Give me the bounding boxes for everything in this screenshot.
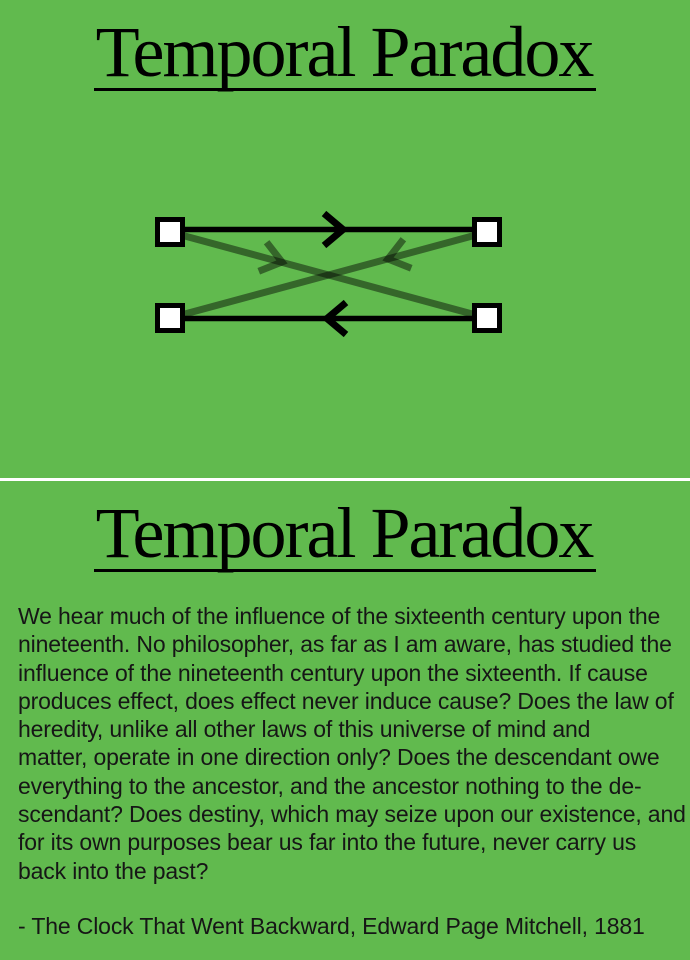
node-top-left [158,220,183,245]
body-line: for its own purposes bear us far into the future, never carry us [18,829,637,856]
bottom-slide [0,481,690,960]
body-line: heredity, unlike all other laws of this universe of mind and [18,716,591,743]
attribution: - The Clock That Went Backward, Edward Page Mitchell, 1881 [18,912,645,939]
node-bottom-right [475,306,500,331]
page-title-top: Temporal Paradox [94,16,597,91]
body-line: nineteenth. No philosopher, as far as I am aware, has studied the [18,631,672,658]
quote-passage [18,602,684,940]
body-line: We hear much of the influence of the sixteenth century upon the [18,603,661,629]
body-line: scendant? Does destiny, which may seize upon our existence, and [18,801,686,828]
body-line: back into the past? [18,857,209,884]
body-line: produces effect, does effect never induce cause? Does the law of [18,687,674,714]
top-slide [0,0,690,478]
body-line: influence of the nineteenth century upon the sixteenth. If cause [18,659,648,686]
node-bottom-left [158,306,183,331]
page-title-bottom: Temporal Paradox [94,497,597,572]
node-top-right [475,220,500,245]
body-line: everything to the ancestor, and the ancestor nothing to the de- [18,772,642,799]
body-line: matter, operate in one direction only? Does the descendant owe [18,744,660,771]
